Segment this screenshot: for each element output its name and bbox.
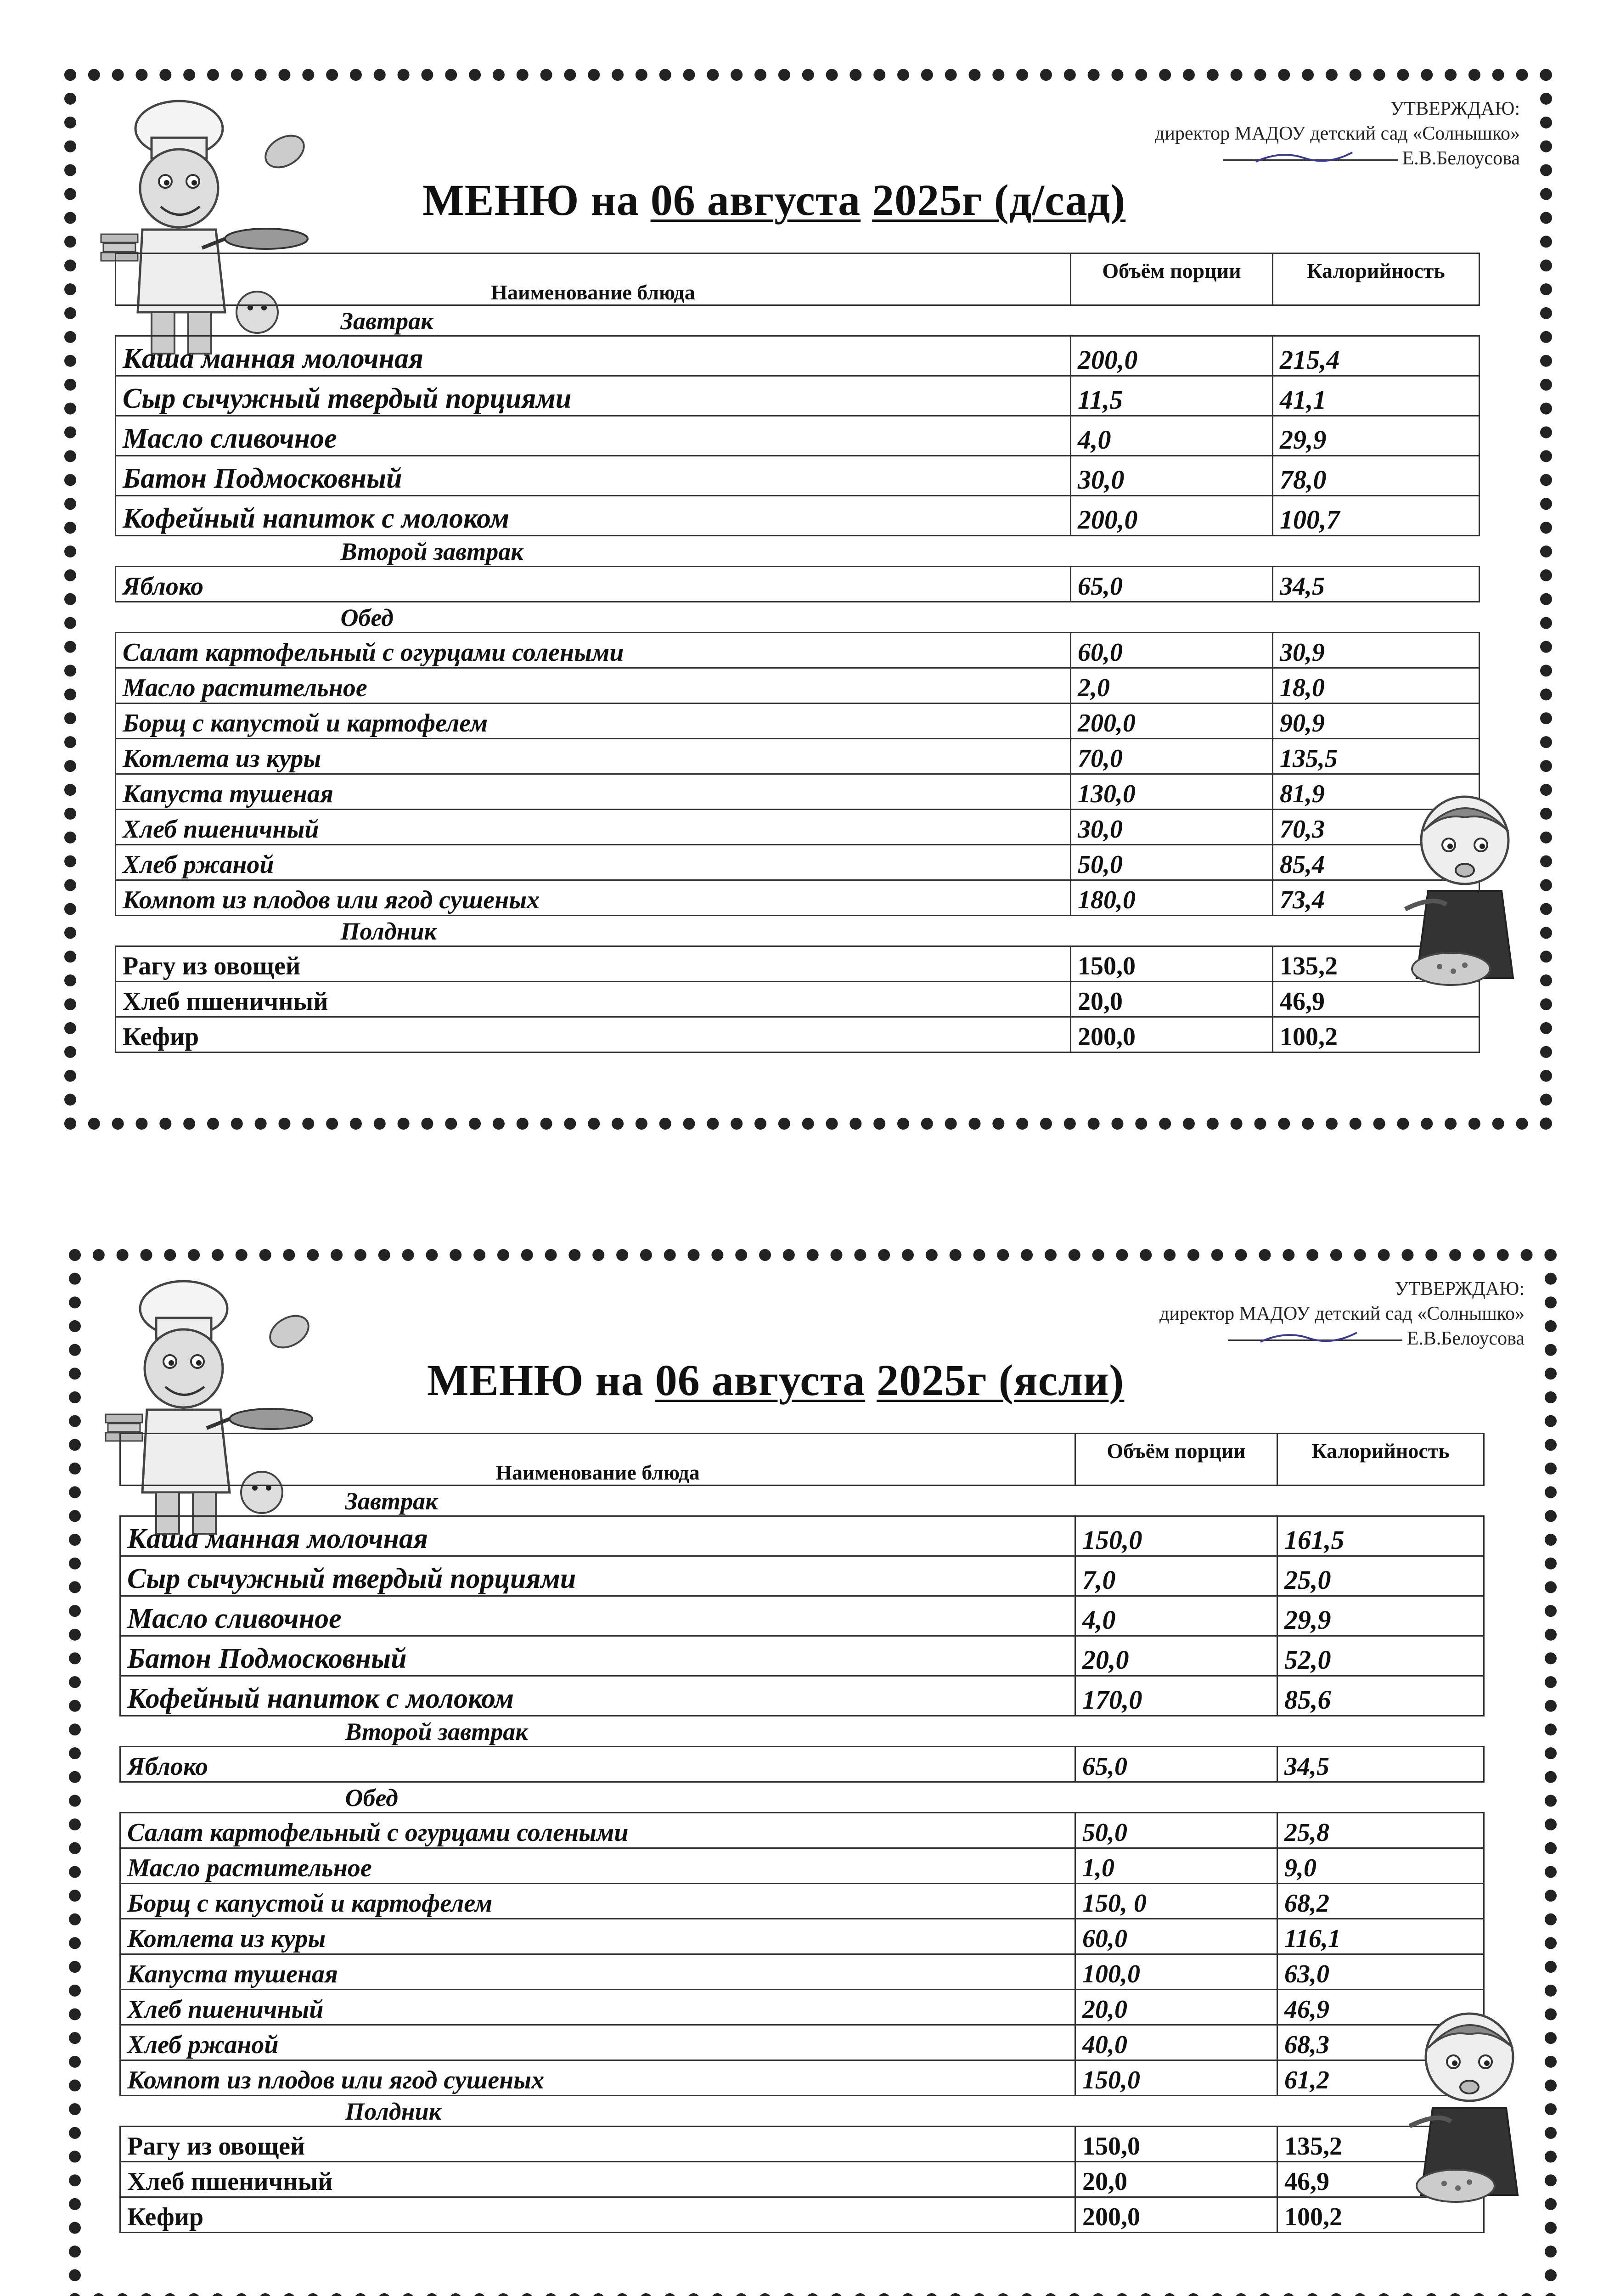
table-row [120,1954,1484,1990]
portion-value: 2,0 [1071,668,1273,703]
table-row [120,1919,1484,1954]
portion-value: 1,0 [1075,1848,1277,1884]
section-row [120,1782,1484,1813]
calorie-value: 18,0 [1273,668,1480,703]
section-row [116,916,1480,946]
portion-value: 11,5 [1071,376,1273,416]
table-row [120,1813,1484,1848]
portion-value: 70,0 [1071,739,1273,774]
calorie-value: 85,6 [1277,1676,1484,1716]
table-row [116,376,1480,416]
table-row [120,2127,1484,2162]
header-calories: Калорийность [1277,1434,1484,1486]
approval-name: Е.В.Белоусова [1406,1328,1525,1349]
menu-table-body [120,1434,1484,2233]
approval-position: директор МАДОУ детский сад «Солнышко» [1159,1303,1525,1324]
menu-sheet-2 [69,1249,1557,2296]
table-row [120,1516,1484,1556]
header-dish-name: Наименование блюда [116,253,1071,305]
calorie-value: 30,9 [1273,633,1480,668]
section-row [116,305,1480,336]
calorie-value: 25,8 [1277,1813,1484,1848]
section-title: Завтрак [116,305,1480,336]
calorie-value: 161,5 [1277,1516,1484,1556]
dish-name: Борщ с капустой и картофелем [116,703,1071,739]
table-row [120,2162,1484,2197]
dish-name: Масло растительное [120,1848,1075,1884]
section-title: Завтрак [120,1486,1484,1516]
dish-name: Котлета из куры [120,1919,1075,1954]
dish-name: Компот из плодов или ягод сушеных [116,880,1071,916]
table-row [116,703,1480,739]
approval-name: Е.В.Белоусова [1402,148,1520,169]
portion-value: 150,0 [1075,1516,1277,1556]
portion-value: 200,0 [1071,1017,1273,1052]
table-row [116,982,1480,1017]
dish-name: Хлеб ржаной [116,845,1071,880]
table-header-row [116,253,1480,305]
dish-name: Салат картофельный с огурцами солеными [116,633,1071,668]
table-row [116,880,1480,916]
calorie-value: 46,9 [1277,2162,1484,2197]
dish-name: Сыр сычужный твердый порциями [116,376,1071,416]
menu-table-body [116,253,1480,1052]
dish-name: Масло растительное [116,668,1071,703]
calorie-value: 73,4 [1273,880,1480,916]
portion-value: 150,0 [1075,2060,1277,2096]
calorie-value: 9,0 [1277,1848,1484,1884]
title-year: 2025г (д/сад) [872,175,1126,225]
table-row [116,810,1480,845]
child-illustration [1401,2002,1538,2223]
portion-value: 200,0 [1071,703,1273,739]
table-row [116,668,1480,703]
approval-heading: УТВЕРЖДАЮ: [1395,1278,1525,1300]
calorie-value: 46,9 [1273,982,1480,1017]
table-row [116,567,1480,602]
table-row [120,1676,1484,1716]
dish-name: Кефир [120,2197,1075,2233]
calorie-value: 85,4 [1273,845,1480,880]
section-title: Обед [116,602,1480,633]
table-row [116,456,1480,496]
portion-value: 30,0 [1071,456,1273,496]
section-title: Полдник [120,2096,1484,2127]
menu-sheet-1 [64,69,1552,1130]
table-row [120,1596,1484,1636]
table-header-row [120,1434,1484,1486]
portion-value: 65,0 [1075,1747,1277,1782]
calorie-value: 135,2 [1273,946,1480,982]
title-date: 06 августа [650,175,861,225]
dish-name: Капуста тушеная [120,1954,1075,1990]
section-row [120,1486,1484,1516]
dish-name: Каша манная молочная [120,1516,1075,1556]
calorie-value: 135,5 [1273,739,1480,774]
title-date: 06 августа [655,1356,866,1405]
portion-value: 20,0 [1075,2162,1277,2197]
signature-squiggle [1258,1328,1359,1346]
table-row [120,1747,1484,1782]
table-row [120,1990,1484,2025]
table-row [116,845,1480,880]
calorie-value: 68,3 [1277,2025,1484,2060]
title-prefix: МЕНЮ на [422,175,639,225]
table-row [116,774,1480,810]
dish-name: Рагу из овощей [120,2127,1075,2162]
table-row [120,1848,1484,1884]
title-prefix: МЕНЮ на [427,1356,644,1405]
portion-value: 7,0 [1075,1556,1277,1596]
calorie-value: 215,4 [1273,336,1480,376]
dish-name: Борщ с капустой и картофелем [120,1884,1075,1919]
portion-value: 20,0 [1075,1636,1277,1676]
table-row [120,2060,1484,2096]
title-year: 2025г (ясли) [877,1356,1125,1405]
calorie-value: 25,0 [1277,1556,1484,1596]
portion-value: 65,0 [1071,567,1273,602]
calorie-value: 29,9 [1277,1596,1484,1636]
table-row [116,1017,1480,1052]
table-row [120,2197,1484,2233]
calorie-value: 78,0 [1273,456,1480,496]
dish-name: Рагу из овощей [116,946,1071,982]
portion-value: 200,0 [1071,336,1273,376]
portion-value: 180,0 [1071,880,1273,916]
portion-value: 100,0 [1075,1954,1277,1990]
portion-value: 60,0 [1075,1919,1277,1954]
dish-name: Салат картофельный с огурцами солеными [120,1813,1075,1848]
portion-value: 170,0 [1075,1676,1277,1716]
calorie-value: 34,5 [1277,1747,1484,1782]
portion-value: 4,0 [1071,416,1273,456]
dish-name: Кефир [116,1017,1071,1052]
menu-table [119,1433,1485,2233]
calorie-value: 135,2 [1277,2127,1484,2162]
dish-name: Батон Подмосковный [116,456,1071,496]
portion-value: 200,0 [1071,496,1273,536]
calorie-value: 61,2 [1277,2060,1484,2096]
section-row [116,602,1480,633]
calorie-value: 90,9 [1273,703,1480,739]
calorie-value: 100,7 [1273,496,1480,536]
portion-value: 60,0 [1071,633,1273,668]
table-row [116,416,1480,456]
dish-name: Кофейный напиток с молоком [120,1676,1075,1716]
table-row [120,1884,1484,1919]
dish-name: Хлеб ржаной [120,2025,1075,2060]
portion-value: 40,0 [1075,2025,1277,2060]
calorie-value: 46,9 [1277,1990,1484,2025]
portion-value: 150,0 [1075,2127,1277,2162]
dish-name: Масло сливочное [116,416,1071,456]
dish-name: Яблоко [120,1747,1075,1782]
signature-squiggle [1254,148,1355,166]
section-title: Полдник [116,916,1480,946]
dish-name: Сыр сычужный твердый порциями [120,1556,1075,1596]
portion-value: 150, 0 [1075,1884,1277,1919]
dish-name: Каша манная молочная [116,336,1071,376]
section-row [120,2096,1484,2127]
portion-value: 30,0 [1071,810,1273,845]
calorie-value: 63,0 [1277,1954,1484,1990]
approval-position: директор МАДОУ детский сад «Солнышко» [1155,123,1520,144]
portion-value: 200,0 [1075,2197,1277,2233]
section-row [120,1716,1484,1747]
header-calories: Калорийность [1273,253,1480,305]
calorie-value: 68,2 [1277,1884,1484,1919]
dish-name: Хлеб пшеничный [120,2162,1075,2197]
section-row [116,536,1480,567]
header-dish-name: Наименование блюда [120,1434,1075,1486]
table-row [116,946,1480,982]
section-title: Второй завтрак [120,1716,1484,1747]
table-row [116,336,1480,376]
portion-value: 20,0 [1075,1990,1277,2025]
dish-name: Компот из плодов или ягод сушеных [120,2060,1075,2096]
dish-name: Масло сливочное [120,1596,1075,1636]
table-row [120,2025,1484,2060]
calorie-value: 29,9 [1273,416,1480,456]
portion-value: 50,0 [1075,1813,1277,1848]
calorie-value: 52,0 [1277,1636,1484,1676]
dish-name: Батон Подмосковный [120,1636,1075,1676]
portion-value: 50,0 [1071,845,1273,880]
dish-name: Капуста тушеная [116,774,1071,810]
approval-heading: УТВЕРЖДАЮ: [1390,98,1520,119]
child-illustration [1396,785,1534,1006]
approval-block [1159,1277,1525,1351]
dish-name: Хлеб пшеничный [120,1990,1075,2025]
section-title: Обед [120,1782,1484,1813]
dish-name: Котлета из куры [116,739,1071,774]
header-portion: Объём порции [1075,1434,1277,1486]
header-portion: Объём порции [1071,253,1273,305]
page-title [427,1355,1124,1406]
portion-value: 130,0 [1071,774,1273,810]
table-row [120,1556,1484,1596]
calorie-value: 100,2 [1273,1017,1480,1052]
dish-name: Яблоко [116,567,1071,602]
portion-value: 4,0 [1075,1596,1277,1636]
table-row [120,1636,1484,1676]
dish-name: Хлеб пшеничный [116,982,1071,1017]
calorie-value: 70,3 [1273,810,1480,845]
dish-name: Хлеб пшеничный [116,810,1071,845]
calorie-value: 81,9 [1273,774,1480,810]
calorie-value: 41,1 [1273,376,1480,416]
table-row [116,633,1480,668]
table-row [116,496,1480,536]
section-title: Второй завтрак [116,536,1480,567]
approval-block [1155,96,1520,171]
table-row [116,739,1480,774]
calorie-value: 100,2 [1277,2197,1484,2233]
calorie-value: 34,5 [1273,567,1480,602]
calorie-value: 116,1 [1277,1919,1484,1954]
menu-table [115,253,1480,1053]
portion-value: 150,0 [1071,946,1273,982]
page-title [422,174,1125,225]
portion-value: 20,0 [1071,982,1273,1017]
dish-name: Кофейный напиток с молоком [116,496,1071,536]
